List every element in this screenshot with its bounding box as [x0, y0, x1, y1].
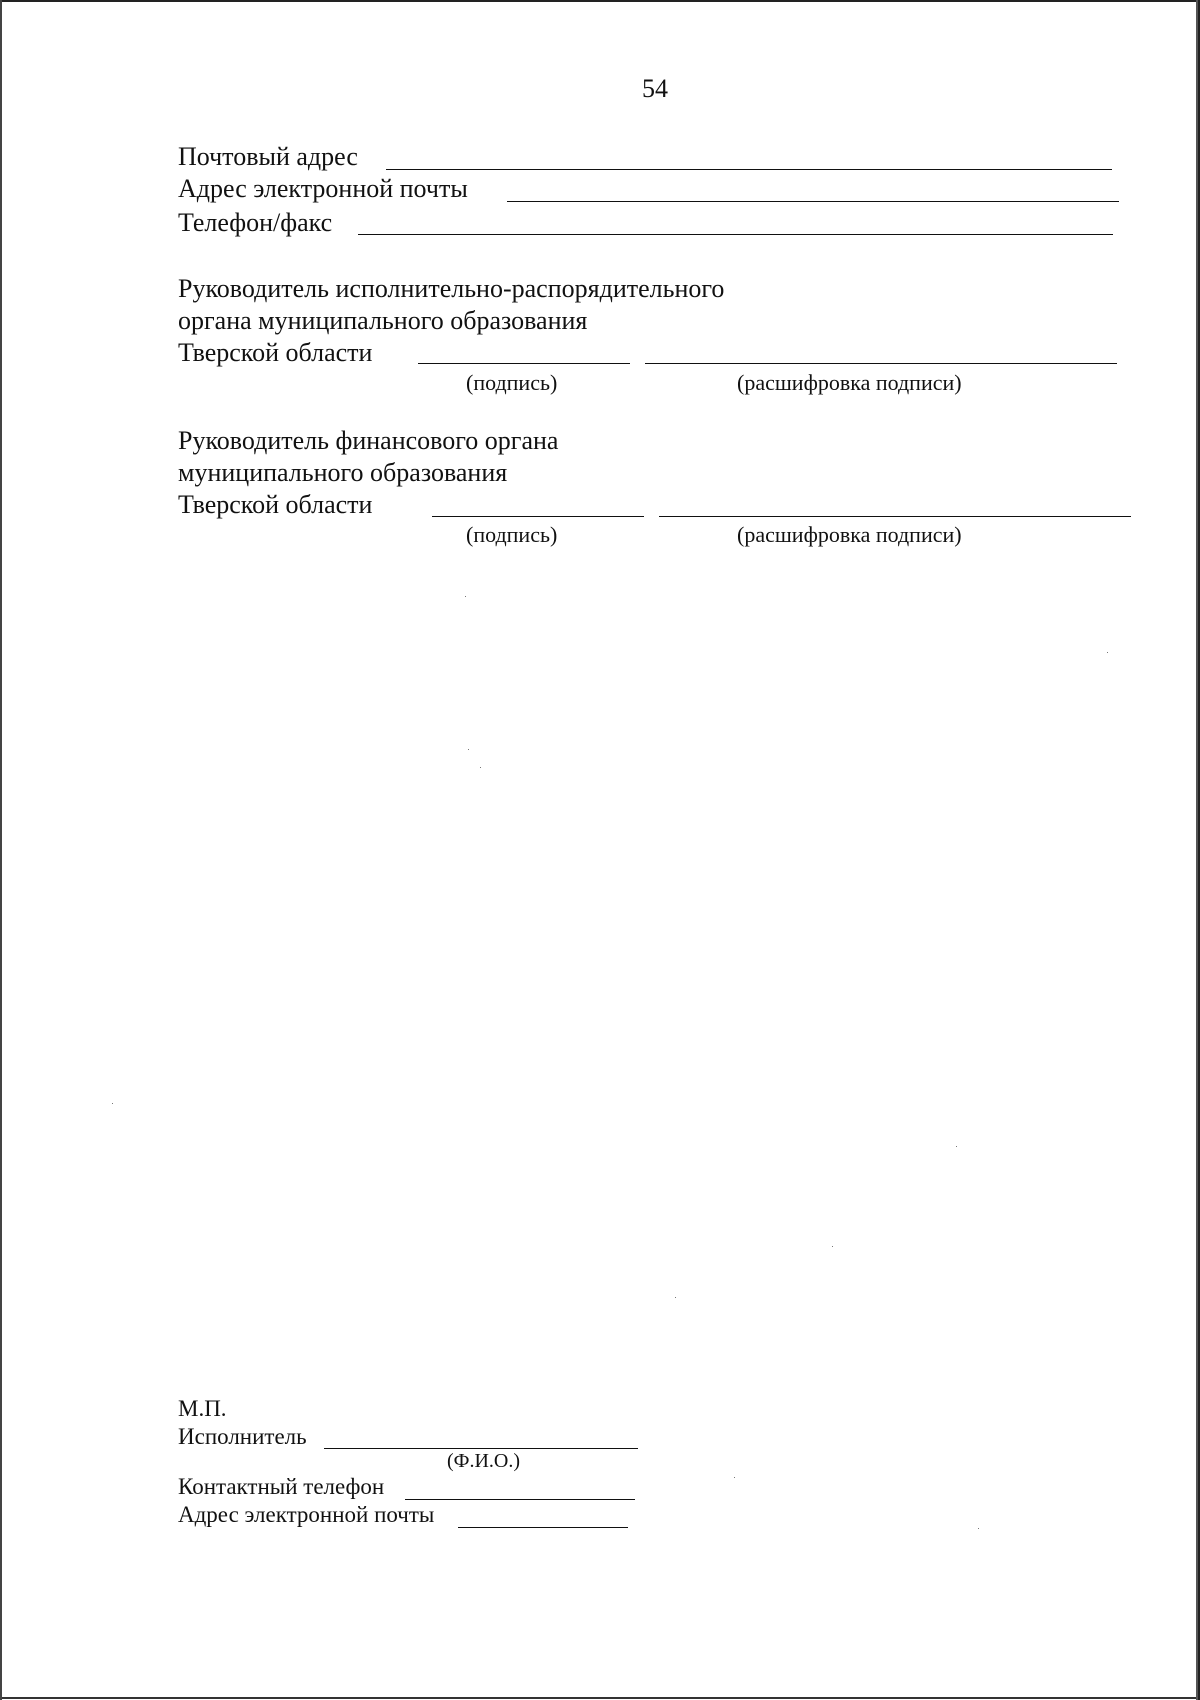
scan-speck: [1107, 652, 1108, 653]
scan-border-left: [0, 0, 2, 1700]
page-number: 54: [642, 74, 668, 103]
head-financial-signature-caption: (подпись): [466, 522, 558, 547]
head-executive-decode-field[interactable]: [645, 363, 1117, 364]
head-financial-decode-field[interactable]: [659, 516, 1131, 517]
scan-speck: [675, 1297, 676, 1298]
footer-email-field[interactable]: [458, 1527, 628, 1528]
phone-fax-label: Телефон/факс: [178, 208, 333, 237]
scan-speck: [832, 1246, 833, 1247]
footer-email-label: Адрес электронной почты: [178, 1502, 435, 1527]
postal-address-label: Почтовый адрес: [178, 142, 358, 171]
contact-phone-field[interactable]: [405, 1499, 635, 1500]
scan-border-bottom: [0, 1697, 1200, 1699]
scan-speck: [734, 1477, 735, 1478]
scan-speck: [465, 596, 466, 597]
scan-border-top: [0, 0, 1200, 2]
head-financial-title-line2: муниципального образования: [178, 458, 508, 487]
postal-address-field[interactable]: [386, 169, 1112, 170]
head-executive-title-line2: органа муниципального образования: [178, 306, 588, 335]
head-financial-title-line1: Руководитель финансового органа: [178, 426, 559, 455]
scan-speck: [480, 767, 481, 768]
head-executive-signature-caption: (подпись): [466, 370, 558, 395]
contact-phone-label: Контактный телефон: [178, 1474, 385, 1499]
scan-speck: [978, 1528, 979, 1529]
head-financial-signature-field[interactable]: [432, 516, 644, 517]
email-label: Адрес электронной почты: [178, 174, 468, 203]
executor-field[interactable]: [324, 1448, 638, 1449]
head-financial-decode-caption: (расшифровка подписи): [737, 522, 962, 547]
scan-speck: [112, 1103, 113, 1104]
head-executive-signature-field[interactable]: [418, 363, 630, 364]
head-executive-title-line3: Тверской области: [178, 338, 373, 367]
scan-speck: [956, 1146, 957, 1147]
head-executive-decode-caption: (расшифровка подписи): [737, 370, 962, 395]
fio-caption: (Ф.И.О.): [447, 1450, 521, 1472]
head-executive-title-line1: Руководитель исполнительно-распорядительного: [178, 274, 725, 303]
seal-label: М.П.: [178, 1396, 227, 1421]
executor-label: Исполнитель: [178, 1424, 307, 1449]
email-field[interactable]: [507, 201, 1119, 202]
head-financial-title-line3: Тверской области: [178, 490, 373, 519]
phone-fax-field[interactable]: [358, 234, 1113, 235]
scan-speck: [468, 749, 469, 750]
